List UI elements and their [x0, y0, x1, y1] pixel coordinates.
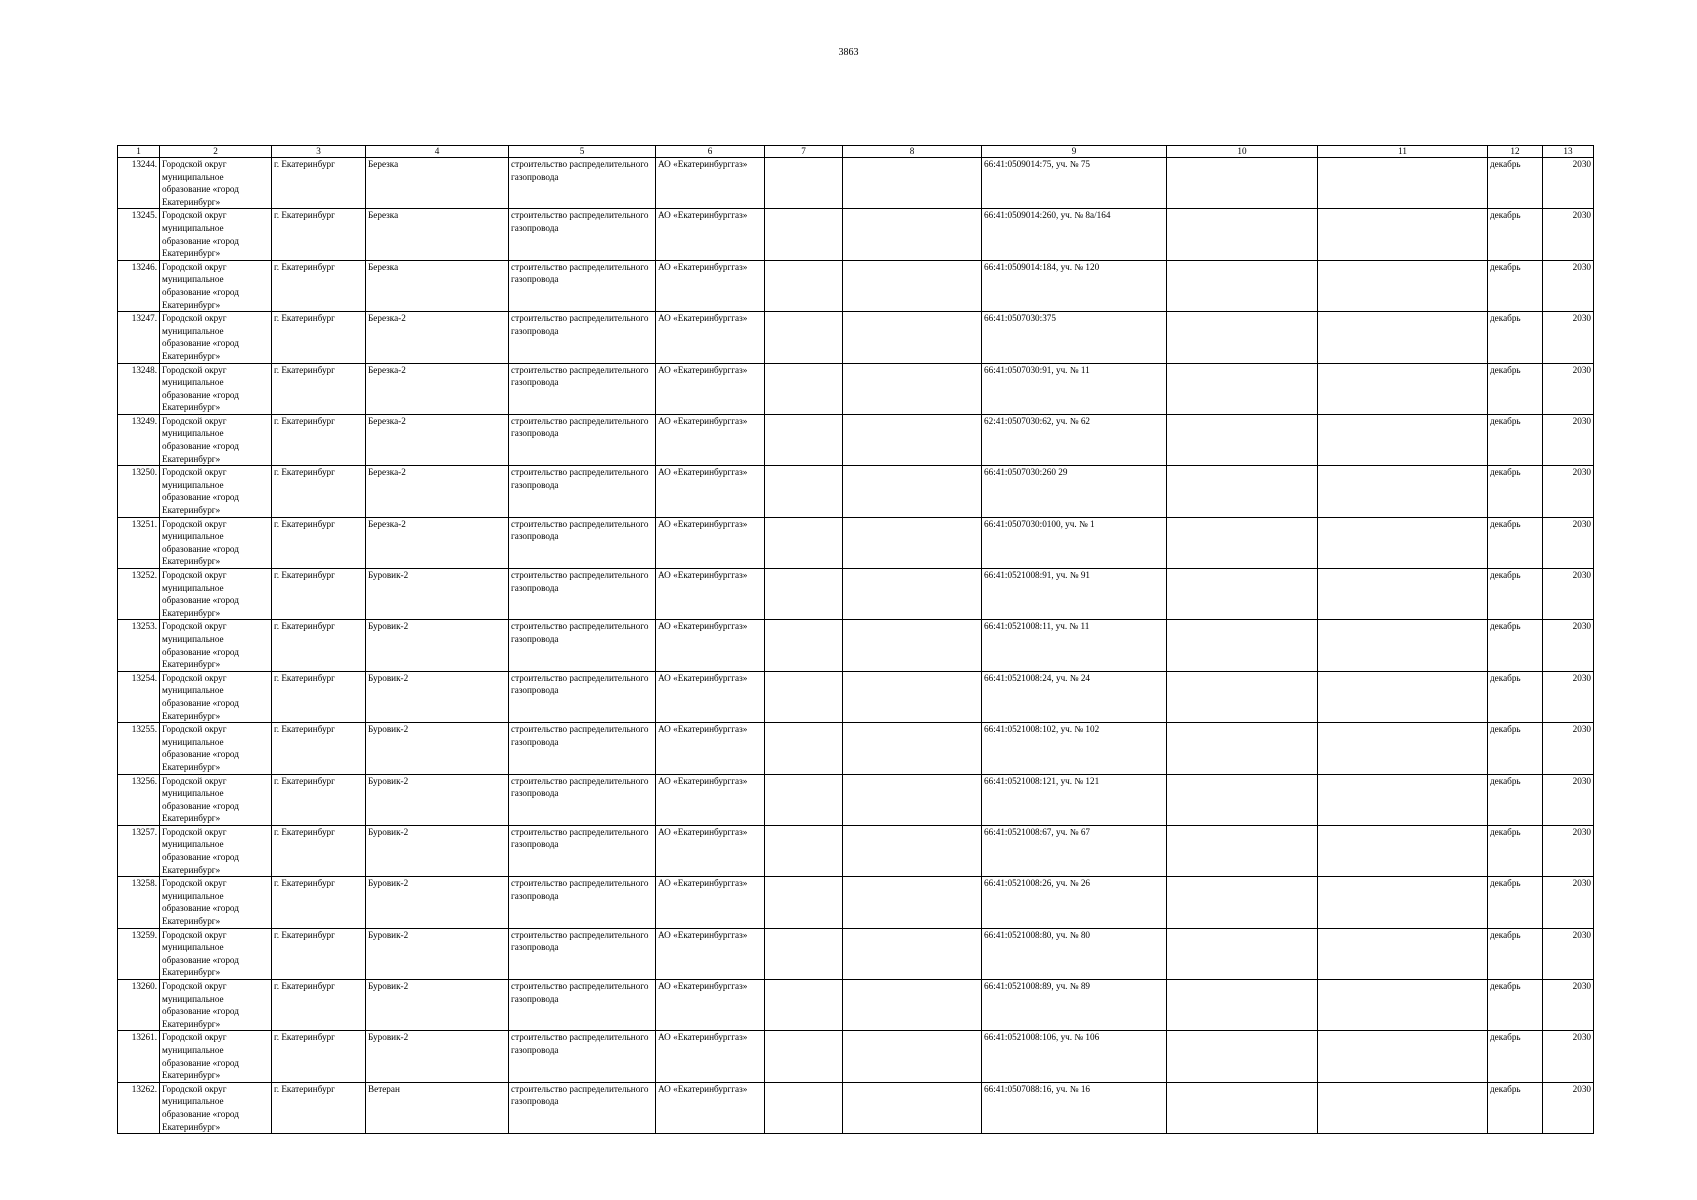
month-cell: декабрь [1488, 1031, 1543, 1082]
year-cell: 2030 [1543, 980, 1594, 1031]
place-name-cell: Березка-2 [366, 363, 509, 414]
city-cell: г. Екатеринбург [272, 671, 366, 722]
column-11-cell [1318, 877, 1488, 928]
cadastral-number-cell: 66:41:0521008:24, уч. № 24 [982, 671, 1167, 722]
column-8-cell [843, 363, 982, 414]
column-number: 9 [982, 146, 1167, 158]
row-number-cell: 13248. [118, 363, 160, 414]
city-cell: г. Екатеринбург [272, 158, 366, 209]
row-number-cell: 13247. [118, 312, 160, 363]
table-row [118, 363, 1594, 414]
year-cell: 2030 [1543, 312, 1594, 363]
row-number-cell: 13254. [118, 671, 160, 722]
column-11-cell [1318, 158, 1488, 209]
column-8-cell [843, 158, 982, 209]
column-10-cell [1167, 414, 1318, 465]
municipality-cell: Городской округ муниципальное образование «город Екатеринбург» [160, 620, 272, 671]
year-cell: 2030 [1543, 1082, 1594, 1133]
month-cell: декабрь [1488, 466, 1543, 517]
place-name-cell: Буровик-2 [366, 825, 509, 876]
column-11-cell [1318, 774, 1488, 825]
year-cell: 2030 [1543, 363, 1594, 414]
city-cell: г. Екатеринбург [272, 825, 366, 876]
cadastral-number-cell: 66:41:0521008:80, уч. № 80 [982, 928, 1167, 979]
row-number-cell: 13257. [118, 825, 160, 876]
work-type-cell: строительство распределительного газопровода [509, 620, 656, 671]
month-cell: декабрь [1488, 980, 1543, 1031]
column-11-cell [1318, 363, 1488, 414]
cadastral-number-cell: 66:41:0509014:184, уч. № 120 [982, 260, 1167, 311]
month-cell: декабрь [1488, 671, 1543, 722]
city-cell: г. Екатеринбург [272, 209, 366, 260]
place-name-cell: Березка [366, 158, 509, 209]
place-name-cell: Буровик-2 [366, 877, 509, 928]
municipality-cell: Городской округ муниципальное образование «город Екатеринбург» [160, 517, 272, 568]
column-10-cell [1167, 312, 1318, 363]
city-cell: г. Екатеринбург [272, 260, 366, 311]
column-10-cell [1167, 928, 1318, 979]
column-8-cell [843, 466, 982, 517]
work-type-cell: строительство распределительного газопровода [509, 312, 656, 363]
column-7-cell [765, 877, 843, 928]
city-cell: г. Екатеринбург [272, 466, 366, 517]
municipality-cell: Городской округ муниципальное образование «город Екатеринбург» [160, 414, 272, 465]
row-number-cell: 13258. [118, 877, 160, 928]
column-8-cell [843, 1031, 982, 1082]
cadastral-number-cell: 66:41:0521008:106, уч. № 106 [982, 1031, 1167, 1082]
column-10-cell [1167, 723, 1318, 774]
year-cell: 2030 [1543, 517, 1594, 568]
municipality-cell: Городской округ муниципальное образование «город Екатеринбург» [160, 363, 272, 414]
organization-cell: АО «Екатеринбурггаз» [656, 774, 765, 825]
year-cell: 2030 [1543, 569, 1594, 620]
column-11-cell [1318, 260, 1488, 311]
cadastral-number-cell: 66:41:0507030:375 [982, 312, 1167, 363]
city-cell: г. Екатеринбург [272, 877, 366, 928]
organization-cell: АО «Екатеринбурггаз» [656, 312, 765, 363]
municipality-cell: Городской округ муниципальное образование «город Екатеринбург» [160, 671, 272, 722]
table-row [118, 723, 1594, 774]
column-number: 2 [160, 146, 272, 158]
row-number-cell: 13256. [118, 774, 160, 825]
column-11-cell [1318, 1082, 1488, 1133]
city-cell: г. Екатеринбург [272, 569, 366, 620]
cadastral-number-cell: 66:41:0521008:91, уч. № 91 [982, 569, 1167, 620]
column-7-cell [765, 774, 843, 825]
organization-cell: АО «Екатеринбурггаз» [656, 1031, 765, 1082]
column-8-cell [843, 209, 982, 260]
place-name-cell: Буровик-2 [366, 928, 509, 979]
column-11-cell [1318, 620, 1488, 671]
year-cell: 2030 [1543, 466, 1594, 517]
city-cell: г. Екатеринбург [272, 414, 366, 465]
month-cell: декабрь [1488, 877, 1543, 928]
column-7-cell [765, 158, 843, 209]
column-7-cell [765, 980, 843, 1031]
table-row [118, 517, 1594, 568]
work-type-cell: строительство распределительного газопровода [509, 980, 656, 1031]
column-10-cell [1167, 1082, 1318, 1133]
organization-cell: АО «Екатеринбурггаз» [656, 569, 765, 620]
city-cell: г. Екатеринбург [272, 363, 366, 414]
column-7-cell [765, 209, 843, 260]
column-7-cell [765, 414, 843, 465]
year-cell: 2030 [1543, 209, 1594, 260]
column-8-cell [843, 825, 982, 876]
place-name-cell: Буровик-2 [366, 774, 509, 825]
column-10-cell [1167, 466, 1318, 517]
cadastral-number-cell: 62:41:0507030:62, уч. № 62 [982, 414, 1167, 465]
work-type-cell: строительство распределительного газопровода [509, 671, 656, 722]
column-10-cell [1167, 620, 1318, 671]
cadastral-number-cell: 66:41:0521008:11, уч. № 11 [982, 620, 1167, 671]
table-row [118, 466, 1594, 517]
column-number-row [118, 146, 1594, 158]
work-type-cell: строительство распределительного газопровода [509, 569, 656, 620]
row-number-cell: 13261. [118, 1031, 160, 1082]
table-row [118, 569, 1594, 620]
city-cell: г. Екатеринбург [272, 928, 366, 979]
column-8-cell [843, 877, 982, 928]
month-cell: декабрь [1488, 620, 1543, 671]
municipality-cell: Городской округ муниципальное образование «город Екатеринбург» [160, 723, 272, 774]
month-cell: декабрь [1488, 260, 1543, 311]
column-8-cell [843, 774, 982, 825]
year-cell: 2030 [1543, 620, 1594, 671]
year-cell: 2030 [1543, 774, 1594, 825]
table-body [118, 158, 1594, 1134]
table-row [118, 414, 1594, 465]
column-10-cell [1167, 671, 1318, 722]
column-10-cell [1167, 825, 1318, 876]
column-11-cell [1318, 1031, 1488, 1082]
column-number: 3 [272, 146, 366, 158]
table-row [118, 1031, 1594, 1082]
column-11-cell [1318, 825, 1488, 876]
table-row [118, 877, 1594, 928]
year-cell: 2030 [1543, 723, 1594, 774]
column-7-cell [765, 1031, 843, 1082]
year-cell: 2030 [1543, 877, 1594, 928]
column-10-cell [1167, 260, 1318, 311]
organization-cell: АО «Екатеринбурггаз» [656, 466, 765, 517]
column-7-cell [765, 671, 843, 722]
cadastral-number-cell: 66:41:0509014:75, уч. № 75 [982, 158, 1167, 209]
year-cell: 2030 [1543, 158, 1594, 209]
column-11-cell [1318, 980, 1488, 1031]
column-number: 1 [118, 146, 160, 158]
column-11-cell [1318, 517, 1488, 568]
register-table [117, 145, 1594, 1134]
row-number-cell: 13262. [118, 1082, 160, 1133]
month-cell: декабрь [1488, 723, 1543, 774]
column-7-cell [765, 260, 843, 311]
year-cell: 2030 [1543, 671, 1594, 722]
work-type-cell: строительство распределительного газопровода [509, 158, 656, 209]
work-type-cell: строительство распределительного газопровода [509, 1082, 656, 1133]
organization-cell: АО «Екатеринбурггаз» [656, 620, 765, 671]
year-cell: 2030 [1543, 928, 1594, 979]
month-cell: декабрь [1488, 517, 1543, 568]
column-10-cell [1167, 877, 1318, 928]
municipality-cell: Городской округ муниципальное образование «город Екатеринбург» [160, 877, 272, 928]
column-8-cell [843, 1082, 982, 1133]
cadastral-number-cell: 66:41:0507030:91, уч. № 11 [982, 363, 1167, 414]
cadastral-number-cell: 66:41:0509014:260, уч. № 8а/164 [982, 209, 1167, 260]
month-cell: декабрь [1488, 1082, 1543, 1133]
municipality-cell: Городской округ муниципальное образование «город Екатеринбург» [160, 158, 272, 209]
column-11-cell [1318, 928, 1488, 979]
month-cell: декабрь [1488, 569, 1543, 620]
column-8-cell [843, 414, 982, 465]
column-7-cell [765, 312, 843, 363]
column-10-cell [1167, 158, 1318, 209]
organization-cell: АО «Екатеринбурггаз» [656, 158, 765, 209]
column-number: 7 [765, 146, 843, 158]
column-10-cell [1167, 980, 1318, 1031]
table-row [118, 774, 1594, 825]
cadastral-number-cell: 66:41:0507088:16, уч. № 16 [982, 1082, 1167, 1133]
table-row [118, 158, 1594, 209]
column-11-cell [1318, 209, 1488, 260]
year-cell: 2030 [1543, 1031, 1594, 1082]
column-8-cell [843, 928, 982, 979]
work-type-cell: строительство распределительного газопровода [509, 928, 656, 979]
row-number-cell: 13260. [118, 980, 160, 1031]
city-cell: г. Екатеринбург [272, 1082, 366, 1133]
table-row [118, 928, 1594, 979]
column-number: 11 [1318, 146, 1488, 158]
column-7-cell [765, 1082, 843, 1133]
column-11-cell [1318, 569, 1488, 620]
column-10-cell [1167, 209, 1318, 260]
municipality-cell: Городской округ муниципальное образование «город Екатеринбург» [160, 569, 272, 620]
organization-cell: АО «Екатеринбурггаз» [656, 414, 765, 465]
row-number-cell: 13252. [118, 569, 160, 620]
table-row [118, 1082, 1594, 1133]
table-row [118, 671, 1594, 722]
municipality-cell: Городской округ муниципальное образование «город Екатеринбург» [160, 1031, 272, 1082]
column-11-cell [1318, 671, 1488, 722]
column-7-cell [765, 363, 843, 414]
municipality-cell: Городской округ муниципальное образование «город Екатеринбург» [160, 260, 272, 311]
column-11-cell [1318, 414, 1488, 465]
column-8-cell [843, 569, 982, 620]
cadastral-number-cell: 66:41:0507030:260 29 [982, 466, 1167, 517]
column-7-cell [765, 928, 843, 979]
column-number: 4 [366, 146, 509, 158]
city-cell: г. Екатеринбург [272, 723, 366, 774]
work-type-cell: строительство распределительного газопровода [509, 1031, 656, 1082]
table-row [118, 980, 1594, 1031]
municipality-cell: Городской округ муниципальное образование «город Екатеринбург» [160, 466, 272, 517]
municipality-cell: Городской округ муниципальное образование «город Екатеринбург» [160, 928, 272, 979]
city-cell: г. Екатеринбург [272, 774, 366, 825]
organization-cell: АО «Екатеринбурггаз» [656, 209, 765, 260]
place-name-cell: Буровик-2 [366, 569, 509, 620]
work-type-cell: строительство распределительного газопровода [509, 774, 656, 825]
column-7-cell [765, 466, 843, 517]
year-cell: 2030 [1543, 825, 1594, 876]
column-number: 6 [656, 146, 765, 158]
column-8-cell [843, 620, 982, 671]
place-name-cell: Буровик-2 [366, 620, 509, 671]
city-cell: г. Екатеринбург [272, 1031, 366, 1082]
column-8-cell [843, 723, 982, 774]
column-11-cell [1318, 312, 1488, 363]
place-name-cell: Березка-2 [366, 466, 509, 517]
row-number-cell: 13259. [118, 928, 160, 979]
work-type-cell: строительство распределительного газопровода [509, 877, 656, 928]
table-row [118, 312, 1594, 363]
year-cell: 2030 [1543, 260, 1594, 311]
column-10-cell [1167, 517, 1318, 568]
work-type-cell: строительство распределительного газопровода [509, 517, 656, 568]
work-type-cell: строительство распределительного газопровода [509, 260, 656, 311]
municipality-cell: Городской округ муниципальное образование «город Екатеринбург» [160, 825, 272, 876]
column-7-cell [765, 723, 843, 774]
place-name-cell: Буровик-2 [366, 671, 509, 722]
column-number: 12 [1488, 146, 1543, 158]
column-8-cell [843, 671, 982, 722]
column-7-cell [765, 517, 843, 568]
work-type-cell: строительство распределительного газопровода [509, 209, 656, 260]
municipality-cell: Городской округ муниципальное образование «город Екатеринбург» [160, 774, 272, 825]
organization-cell: АО «Екатеринбурггаз» [656, 363, 765, 414]
place-name-cell: Ветеран [366, 1082, 509, 1133]
row-number-cell: 13246. [118, 260, 160, 311]
row-number-cell: 13250. [118, 466, 160, 517]
year-cell: 2030 [1543, 414, 1594, 465]
column-8-cell [843, 260, 982, 311]
cadastral-number-cell: 66:41:0521008:89, уч. № 89 [982, 980, 1167, 1031]
municipality-cell: Городской округ муниципальное образование «город Екатеринбург» [160, 209, 272, 260]
place-name-cell: Буровик-2 [366, 723, 509, 774]
place-name-cell: Березка-2 [366, 517, 509, 568]
table-row [118, 209, 1594, 260]
cadastral-number-cell: 66:41:0521008:102, уч. № 102 [982, 723, 1167, 774]
work-type-cell: строительство распределительного газопровода [509, 825, 656, 876]
organization-cell: АО «Екатеринбурггаз» [656, 1082, 765, 1133]
municipality-cell: Городской округ муниципальное образование «город Екатеринбург» [160, 1082, 272, 1133]
column-8-cell [843, 980, 982, 1031]
organization-cell: АО «Екатеринбурггаз» [656, 723, 765, 774]
city-cell: г. Екатеринбург [272, 980, 366, 1031]
row-number-cell: 13251. [118, 517, 160, 568]
organization-cell: АО «Екатеринбурггаз» [656, 877, 765, 928]
month-cell: декабрь [1488, 158, 1543, 209]
place-name-cell: Буровик-2 [366, 980, 509, 1031]
city-cell: г. Екатеринбург [272, 517, 366, 568]
column-8-cell [843, 312, 982, 363]
column-number: 5 [509, 146, 656, 158]
month-cell: декабрь [1488, 209, 1543, 260]
place-name-cell: Березка-2 [366, 312, 509, 363]
work-type-cell: строительство распределительного газопровода [509, 414, 656, 465]
row-number-cell: 13249. [118, 414, 160, 465]
table-row [118, 260, 1594, 311]
place-name-cell: Березка-2 [366, 414, 509, 465]
row-number-cell: 13245. [118, 209, 160, 260]
column-number: 13 [1543, 146, 1594, 158]
work-type-cell: строительство распределительного газопровода [509, 723, 656, 774]
row-number-cell: 13255. [118, 723, 160, 774]
table-row [118, 825, 1594, 876]
column-7-cell [765, 825, 843, 876]
place-name-cell: Березка [366, 260, 509, 311]
table-row [118, 620, 1594, 671]
organization-cell: АО «Екатеринбурггаз» [656, 928, 765, 979]
organization-cell: АО «Екатеринбурггаз» [656, 260, 765, 311]
column-number: 8 [843, 146, 982, 158]
month-cell: декабрь [1488, 928, 1543, 979]
column-11-cell [1318, 466, 1488, 517]
column-10-cell [1167, 1031, 1318, 1082]
column-7-cell [765, 569, 843, 620]
column-10-cell [1167, 569, 1318, 620]
column-7-cell [765, 620, 843, 671]
cadastral-number-cell: 66:41:0521008:67, уч. № 67 [982, 825, 1167, 876]
row-number-cell: 13244. [118, 158, 160, 209]
municipality-cell: Городской округ муниципальное образование «город Екатеринбург» [160, 980, 272, 1031]
city-cell: г. Екатеринбург [272, 620, 366, 671]
organization-cell: АО «Екатеринбурггаз» [656, 980, 765, 1031]
place-name-cell: Буровик-2 [366, 1031, 509, 1082]
column-10-cell [1167, 774, 1318, 825]
month-cell: декабрь [1488, 414, 1543, 465]
work-type-cell: строительство распределительного газопровода [509, 466, 656, 517]
column-11-cell [1318, 723, 1488, 774]
column-number: 10 [1167, 146, 1318, 158]
column-10-cell [1167, 363, 1318, 414]
month-cell: декабрь [1488, 312, 1543, 363]
cadastral-number-cell: 66:41:0521008:26, уч. № 26 [982, 877, 1167, 928]
municipality-cell: Городской округ муниципальное образование «город Екатеринбург» [160, 312, 272, 363]
city-cell: г. Екатеринбург [272, 312, 366, 363]
organization-cell: АО «Екатеринбурггаз» [656, 825, 765, 876]
month-cell: декабрь [1488, 363, 1543, 414]
page-number: 3863 [838, 47, 859, 58]
place-name-cell: Березка [366, 209, 509, 260]
cadastral-number-cell: 66:41:0507030:0100, уч. № 1 [982, 517, 1167, 568]
cadastral-number-cell: 66:41:0521008:121, уч. № 121 [982, 774, 1167, 825]
month-cell: декабрь [1488, 774, 1543, 825]
organization-cell: АО «Екатеринбурггаз» [656, 671, 765, 722]
work-type-cell: строительство распределительного газопровода [509, 363, 656, 414]
organization-cell: АО «Екатеринбурггаз» [656, 517, 765, 568]
row-number-cell: 13253. [118, 620, 160, 671]
column-8-cell [843, 517, 982, 568]
month-cell: декабрь [1488, 825, 1543, 876]
